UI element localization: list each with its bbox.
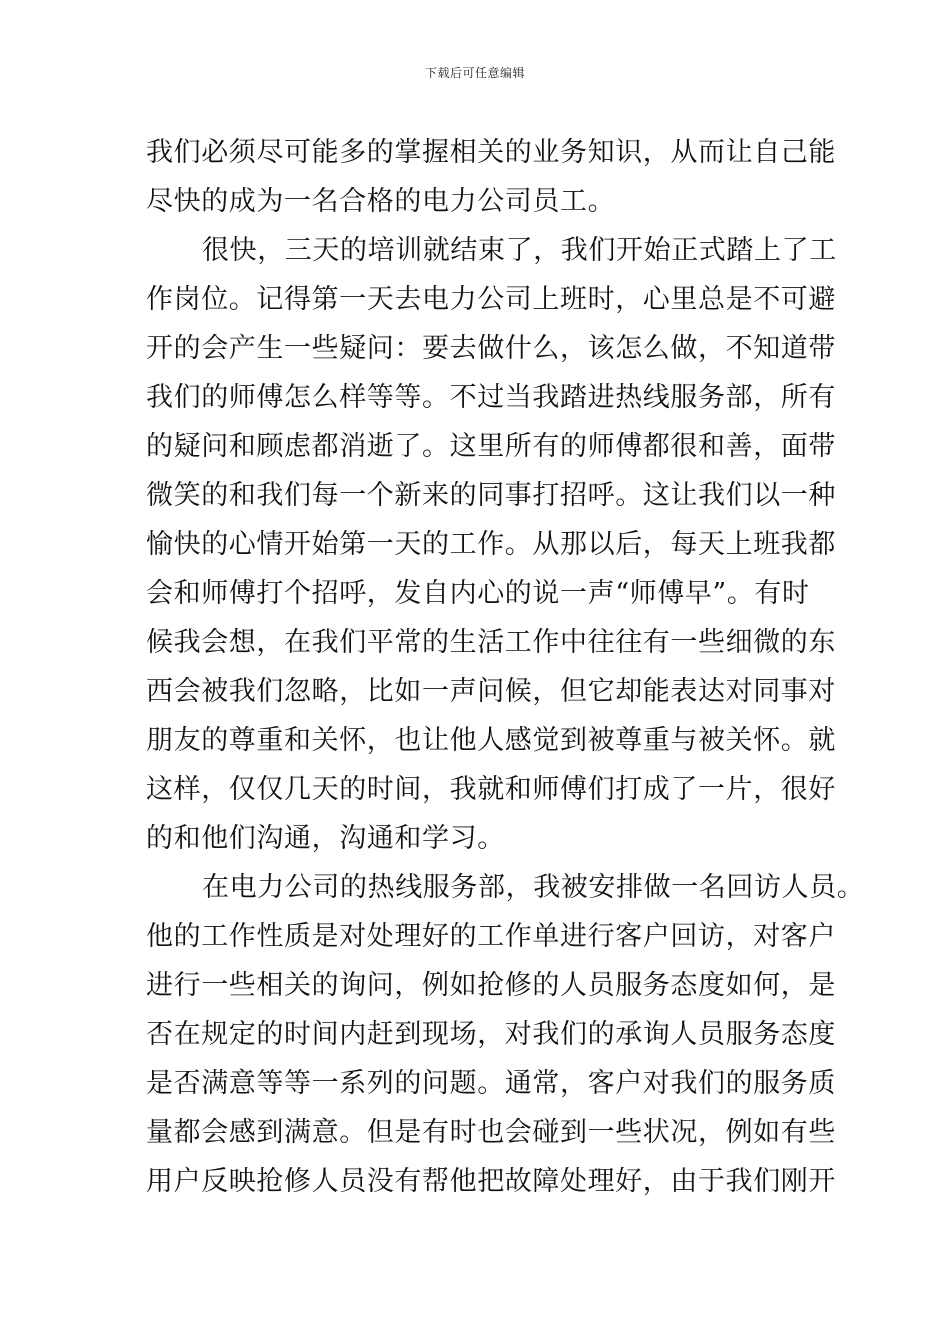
text-line: 愉快的心情开始第一天的工作。从那以后，每天上班我都 bbox=[146, 529, 836, 560]
text-line: 否在规定的时间内赶到现场，对我们的承询人员服务态度 bbox=[146, 1019, 836, 1050]
text-line: 西会被我们忽略，比如一声问候，但它却能表达对同事对 bbox=[146, 676, 836, 707]
text-line: 尽快的成为一名合格的电力公司员工。 bbox=[146, 186, 616, 217]
text-line: 他的工作性质是对处理好的工作单进行客户回访，对客户 bbox=[146, 921, 836, 952]
text-line: 作岗位。记得第一天去电力公司上班时，心里总是不可避 bbox=[146, 284, 836, 315]
text-line: 会和师傅打个招呼，发自内心的说一声“师傅早”。有时 bbox=[146, 578, 810, 609]
text-line: 开的会产生一些疑问：要去做什么，该怎么做，不知道带 bbox=[146, 333, 836, 364]
text-line: 的疑问和顾虑都消逝了。这里所有的师傅都很和善，面带 bbox=[146, 431, 836, 462]
text-line: 进行一些相关的询问，例如抢修的人员服务态度如何，是 bbox=[146, 970, 836, 1001]
text-line: 我们必须尽可能多的掌握相关的业务知识，从而让自己能 bbox=[146, 137, 836, 168]
page-header: 下载后可任意编辑 bbox=[424, 66, 525, 80]
text-line: 的和他们沟通，沟通和学习。 bbox=[146, 823, 505, 854]
paragraph-start-line: 很快，三天的培训就结束了，我们开始正式踏上了工 bbox=[202, 235, 837, 266]
text-line: 我们的师傅怎么样等等。不过当我踏进热线服务部，所有 bbox=[146, 382, 836, 413]
body-text bbox=[146, 128, 865, 1206]
text-line: 用户反映抢修人员没有帮他把故障处理好，由于我们刚开 bbox=[146, 1166, 836, 1197]
paragraph-start-line: 在电力公司的热线服务部，我被安排做一名回访人员。 bbox=[202, 872, 865, 903]
text-line: 这样，仅仅几天的时间，我就和师傅们打成了一片，很好 bbox=[146, 774, 836, 805]
text-line: 朋友的尊重和关怀，也让他人感觉到被尊重与被关怀。就 bbox=[146, 725, 836, 756]
text-line: 候我会想，在我们平常的生活工作中往往有一些细微的东 bbox=[146, 627, 836, 658]
text-line: 量都会感到满意。但是有时也会碰到一些状况，例如有些 bbox=[146, 1117, 836, 1148]
text-line: 微笑的和我们每一个新来的同事打招呼。这让我们以一种 bbox=[146, 480, 836, 511]
text-line: 是否满意等等一系列的问题。通常，客户对我们的服务质 bbox=[146, 1068, 836, 1099]
